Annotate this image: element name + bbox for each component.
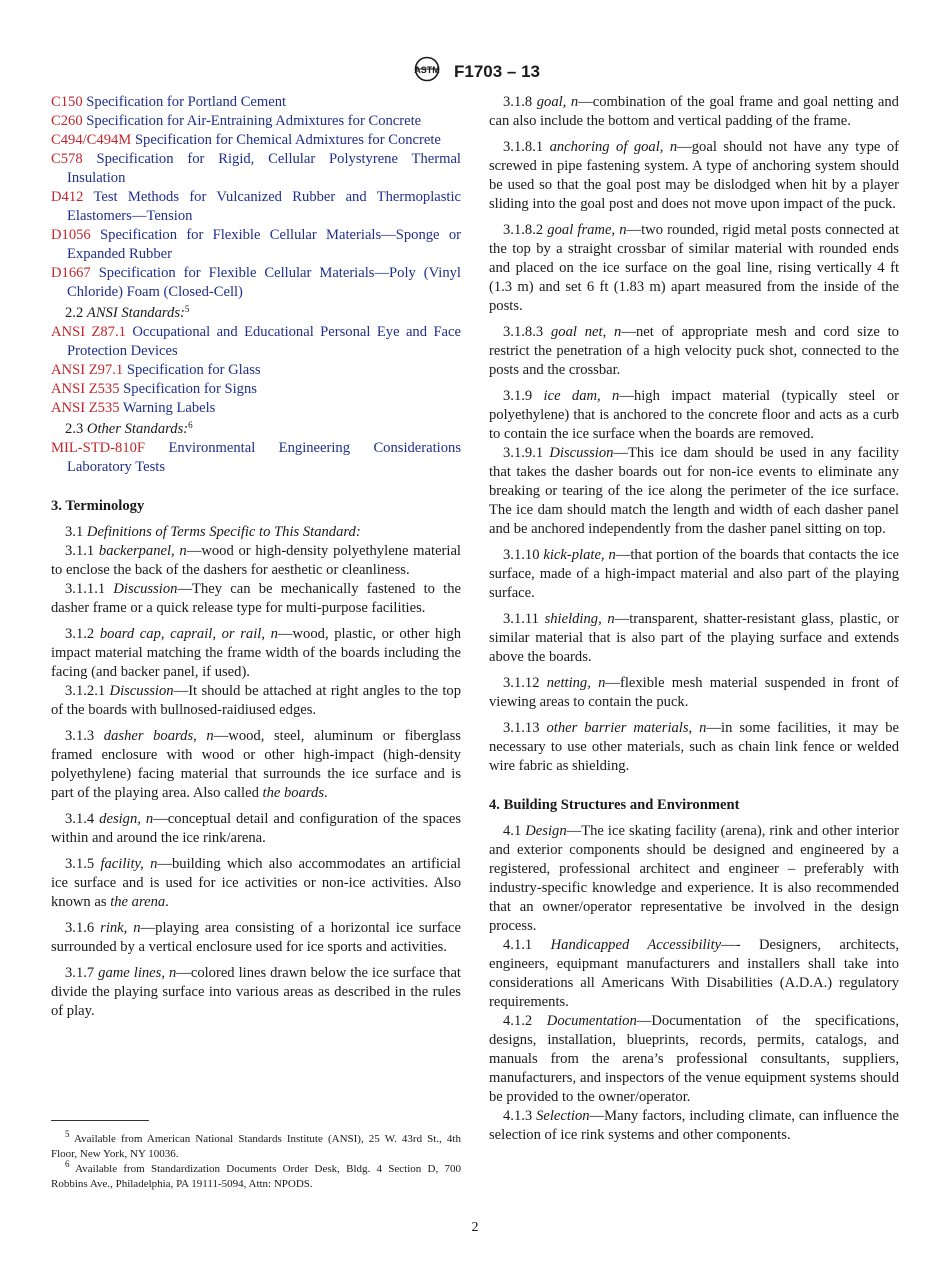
paragraph-3-1-1-1: 3.1.1.1 Discussion—They can be mechanically fastened to the dasher frame or a quick release type for multi-purpose facilities.: [51, 581, 461, 616]
reference-item[interactable]: MIL-STD-810F Environmental Engineering Considerations Laboratory Tests: [51, 440, 462, 475]
section-heading-terminology: 3. Terminology: [51, 498, 145, 514]
footnote-divider: [51, 1120, 149, 1121]
reference-item[interactable]: ANSI Z535 Specification for Signs: [51, 381, 257, 397]
reference-item[interactable]: D1056 Specification for Flexible Cellular Materials—Sponge or Expanded Rubber: [51, 227, 461, 262]
paragraph-4-1-2: 4.1.2 Documentation—Documentation of the specifications, designs, installation, blueprints, records, permits, catalogs, and manuals from the arena’s professional consultants, suppliers, manufacturers, and inspectors of the venue equipment systems should be provided to the owner/operator.: [489, 1013, 899, 1105]
footnote-5: $^5$ Available from American National Standards Institute (ANSI), 25 W. 43rd St., 4th Floor, New York, NY 10036.: [51, 1129, 461, 1160]
paragraph-3-1-10: 3.1.10 kick-plate, n—that portion of the boards that contacts the ice surface, made of a high-impact material and also part of the playing surface.: [489, 547, 899, 601]
paragraph-4-1: 4.1 Design—The ice skating facility (arena), rink and other interior and exterior components should be designed and engineered by a registered, professional architect and engineer – preferably with industry-specific knowledge and experience. It is also recommended that an owner/operator representative be involved in the design process.: [489, 823, 899, 934]
paragraph-3-1: 3.1 Definitions of Terms Specific to This Standard:: [65, 524, 361, 540]
paragraph-3-1-2-1: 3.1.2.1 Discussion—It should be attached at right angles to the top of the boards with bullnosed-raidiused edges.: [51, 683, 462, 718]
footnote-6: $^6$ Available from Standardization Documents Order Desk, Bldg. 4 Section D, 700 Robbins Ave., Philadelphia, PA 19111-5094, Attn: NPODS.: [51, 1159, 461, 1190]
paragraph-3-1-4: 3.1.4 design, n—conceptual detail and configuration of the spaces within and around the ice rink/arena.: [51, 811, 462, 846]
page-number: 2: [471, 1220, 479, 1235]
reference-item[interactable]: ANSI Z535 Warning Labels: [51, 400, 216, 416]
section-heading-building: 4. Building Structures and Environment: [489, 797, 740, 813]
paragraph-3-1-6: 3.1.6 rink, n—playing area consisting of a horizontal ice surface surrounded by a vertical enclosure used for ice sports and activities.: [51, 920, 461, 955]
reference-item[interactable]: ANSI Z87.1 Occupational and Educational Personal Eye and Face Protection Devices: [51, 324, 461, 359]
logo-text: ASTM: [414, 65, 440, 75]
subsection-heading-other: 2.3 Other Standards:$^6$: [65, 420, 193, 437]
paragraph-3-1-9-1: 3.1.9.1 Discussion—This ice dam should be used in any facility that takes the dasher boards out for non-ice events to eliminate any breaking or tearing of the ice along the perimeter of the ice surface. The ice dam should match the length and width of each dasher panel and be anchored independently from the dasher panel sitting on top.: [489, 445, 899, 537]
paragraph-3-1-12: 3.1.12 netting, n—flexible mesh material suspended in front of viewing areas to contain the puck.: [489, 675, 899, 710]
astm-logo-icon: [410, 56, 444, 87]
left-column: [51, 93, 461, 1021]
paragraph-3-1-8-3: 3.1.8.3 goal net, n—net of appropriate mesh and cord size to restrict the penetration of a high velocity puck shot, connected to the posts and the crossbar.: [489, 324, 899, 378]
page-header: [0, 56, 950, 87]
reference-item[interactable]: C578 Specification for Rigid, Cellular Polystyrene Thermal Insulation: [51, 151, 461, 186]
reference-item[interactable]: C150 Specification for Portland Cement: [51, 94, 287, 110]
paragraph-3-1-9: 3.1.9 ice dam, n—high impact material (typically steel or polyethylene) that is anchored to the concrete floor and acts as a curb to contain the ice surface when the boards are removed.: [489, 388, 899, 442]
paragraph-3-1-3: 3.1.3 dasher boards, n—wood, steel, aluminum or fiberglass framed enclosure with wood or other high-impact (high-density polyethylene) facing material that surrounds the ice surface and is part of the playing area. Also called the boards.: [51, 728, 461, 801]
paragraph-3-1-13: 3.1.13 other barrier materials, n—in some facilities, it may be necessary to use other materials, such as chain link fence or welded wire fabric as shielding.: [489, 720, 899, 774]
reference-item[interactable]: C494/C494M Specification for Chemical Admixtures for Concrete: [51, 132, 441, 148]
paragraph-4-1-1: 4.1.1 Handicapped Accessibility—- Designers, architects, engineers, equipmant manufacturers and installers shall take into considerations all Americans With Disabilities (A.D.A.) regulatory requirements.: [489, 937, 899, 1010]
paragraph-3-1-8-2: 3.1.8.2 goal frame, n—two rounded, rigid metal posts connected at the top by a straight crossbar of similar material with rounded ends and placed on the ice surface on the goal line, rising vertically 4 ft (1.3 m) and set 6 ft (1.83 m) apart measured from the inside of the posts.: [489, 222, 900, 314]
paragraph-3-1-8: 3.1.8 goal, n—combination of the goal frame and goal netting and can also include the bottom and vertical padding of the frame.: [489, 94, 899, 129]
document-designation: F1703 – 13: [453, 61, 540, 81]
paragraph-3-1-2: 3.1.2 board cap, caprail, or rail, n—wood, plastic, or other high impact material matching the frame width of the boards including the facing (and backer panel, if used).: [51, 626, 461, 680]
reference-list: [51, 93, 461, 302]
paragraph-3-1-8-1: 3.1.8.1 anchoring of goal, n—goal should not have any type of screwed in pipe fastening system. A type of anchoring system should be used so that the goal post may be dislodged when hit by a player sliding into the goal post and does not move upon impact of the puck.: [489, 139, 899, 212]
footnotes: [51, 1129, 461, 1192]
subsection-heading-ansi: 2.2 ANSI Standards:$^5$: [65, 304, 190, 321]
right-column: [489, 93, 899, 1145]
reference-item[interactable]: C260 Specification for Air-Entraining Admixtures for Concrete: [51, 113, 422, 129]
paragraph-3-1-7: 3.1.7 game lines, n—colored lines drawn below the ice surface that divide the playing surface into various areas as described in the rules of play.: [51, 965, 461, 1019]
paragraph-3-1-11: 3.1.11 shielding, n—transparent, shatter-resistant glass, plastic, or similar material that is also part of the playing surface and extends above the boards.: [489, 611, 899, 665]
paragraph-4-1-3: 4.1.3 Selection—Many factors, including climate, can influence the selection of ice rink systems and other components.: [489, 1108, 899, 1143]
reference-item[interactable]: D1667 Specification for Flexible Cellular Materials—Poly (Vinyl Chloride) Foam (Closed-Cell): [51, 265, 461, 300]
reference-item[interactable]: D412 Test Methods for Vulcanized Rubber and Thermoplastic Elastomers—Tension: [51, 189, 461, 224]
reference-item[interactable]: ANSI Z97.1 Specification for Glass: [51, 362, 261, 378]
paragraph-3-1-5: 3.1.5 facility, n—building which also accommodates an artificial ice surface and is used for ice activities or non-ice activities. Also known as the arena.: [51, 856, 461, 910]
other-reference-list: [51, 439, 461, 477]
paragraph-3-1-1: 3.1.1 backerpanel, n—wood or high-density polyethylene material to enclose the back of the dashers for aesthetic or cleanliness.: [51, 543, 461, 578]
ansi-reference-list: [51, 323, 461, 418]
